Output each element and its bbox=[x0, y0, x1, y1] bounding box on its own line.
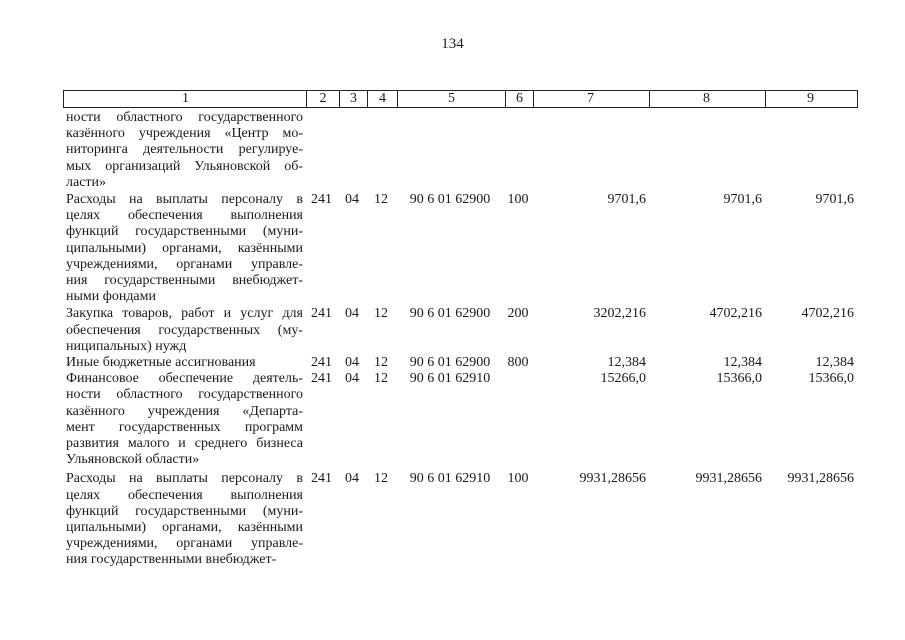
table-row bbox=[63, 371, 856, 468]
header-col-5: 5 bbox=[397, 91, 505, 107]
row-col-3: 04 bbox=[345, 306, 359, 322]
row-col-8: 4702,216 bbox=[709, 306, 762, 322]
description-line: ности областного государственного bbox=[66, 110, 303, 125]
description-line: ния государственными внебюджет- bbox=[66, 552, 277, 568]
description-line: ципальными) органами, казёнными bbox=[66, 240, 303, 256]
table-row bbox=[63, 471, 856, 568]
row-col-7: 9931,28656 bbox=[579, 471, 646, 487]
description-line: ласти» bbox=[66, 174, 107, 190]
row-col-5: 90 6 01 62910 bbox=[409, 471, 491, 487]
row-col-6 bbox=[504, 371, 532, 468]
row-col-8 bbox=[648, 110, 764, 191]
row-col-2 bbox=[305, 110, 338, 191]
row-col-9: 12,384 bbox=[815, 355, 854, 371]
row-col-3: 04 bbox=[345, 371, 359, 387]
row-col-9: 4702,216 bbox=[801, 306, 854, 322]
description-line: учреждениями, органами управле- bbox=[66, 536, 303, 552]
row-col-7: 9701,6 bbox=[607, 192, 646, 208]
row-col-4: 12 bbox=[374, 192, 388, 208]
header-col-4: 4 bbox=[367, 91, 397, 107]
row-col-8: 9931,28656 bbox=[695, 471, 762, 487]
description-line: казённого учреждения «Центр мо- bbox=[66, 126, 303, 142]
row-col-6: 100 bbox=[507, 192, 529, 208]
page-number: 134 bbox=[441, 36, 464, 52]
row-col-4: 12 bbox=[374, 355, 388, 371]
row-col-3 bbox=[338, 110, 366, 191]
description-line: мых организаций Ульяновской об- bbox=[66, 158, 303, 174]
description-line: Расходы на выплаты персоналу в bbox=[66, 471, 303, 487]
row-description bbox=[63, 355, 305, 371]
row-col-4 bbox=[366, 110, 396, 191]
row-description bbox=[63, 192, 305, 305]
row-description bbox=[63, 471, 305, 568]
row-col-4: 12 bbox=[374, 371, 388, 387]
row-col-2: 241 bbox=[311, 306, 332, 322]
row-col-4: 12 bbox=[374, 471, 388, 487]
description-line: Ульяновской области» bbox=[66, 452, 200, 468]
header-col-2: 2 bbox=[306, 91, 339, 107]
description-line: целях обеспечения выполнения bbox=[66, 208, 303, 224]
description-line: ния государственными внебюджет- bbox=[66, 273, 303, 289]
row-description bbox=[63, 371, 305, 468]
row-col-6 bbox=[504, 110, 532, 191]
description-line: Закупка товаров, работ и услуг для bbox=[66, 306, 303, 322]
table-row bbox=[63, 355, 856, 371]
row-col-6: 100 bbox=[507, 471, 529, 487]
row-col-5: 90 6 01 62900 bbox=[409, 355, 491, 371]
table-header-row bbox=[63, 90, 858, 108]
row-col-6: 200 bbox=[507, 306, 529, 322]
row-col-2: 241 bbox=[311, 371, 332, 387]
row-col-9: 9931,28656 bbox=[787, 471, 854, 487]
header-col-3: 3 bbox=[339, 91, 367, 107]
description-line: функций государственными (муни- bbox=[66, 503, 303, 519]
row-col-8: 15366,0 bbox=[716, 371, 762, 387]
table-body bbox=[63, 110, 856, 569]
description-line: Финансовое обеспечение деятель- bbox=[66, 371, 303, 387]
row-col-2: 241 bbox=[311, 471, 332, 487]
description-line: ниторинга деятельности регулируе- bbox=[66, 142, 303, 158]
row-col-3: 04 bbox=[345, 471, 359, 487]
row-description bbox=[63, 110, 305, 191]
description-line: Расходы на выплаты персоналу в bbox=[66, 192, 303, 208]
row-col-7: 15266,0 bbox=[600, 371, 646, 387]
row-col-3: 04 bbox=[345, 355, 359, 371]
row-col-5: 90 6 01 62910 bbox=[409, 371, 491, 387]
table-row bbox=[63, 306, 856, 355]
row-col-8: 9701,6 bbox=[723, 192, 762, 208]
description-line: ципальными) органами, казёнными bbox=[66, 520, 303, 536]
description-line: ными фондами bbox=[66, 289, 157, 305]
description-line: ниципальных) нужд bbox=[66, 338, 187, 354]
row-col-9: 15366,0 bbox=[808, 371, 854, 387]
description-line: учреждениями, органами управле- bbox=[66, 256, 303, 272]
row-description bbox=[63, 306, 305, 355]
row-col-5: 90 6 01 62900 bbox=[409, 192, 491, 208]
row-col-3: 04 bbox=[345, 192, 359, 208]
header-col-6: 6 bbox=[505, 91, 533, 107]
table-row bbox=[63, 110, 856, 191]
header-col-8: 8 bbox=[649, 91, 765, 107]
header-col-9: 9 bbox=[765, 91, 857, 107]
header-col-1: 1 bbox=[182, 91, 189, 106]
row-col-6: 800 bbox=[507, 355, 529, 371]
row-col-5 bbox=[396, 110, 504, 191]
description-line: целях обеспечения выполнения bbox=[66, 487, 303, 503]
row-col-7: 3202,216 bbox=[593, 306, 646, 322]
row-col-2: 241 bbox=[311, 355, 332, 371]
description-line: обеспечения государственных (му- bbox=[66, 322, 303, 338]
description-line: развития малого и среднего бизнеса bbox=[66, 436, 303, 452]
description-line: мент государственных программ bbox=[66, 419, 303, 435]
row-col-9 bbox=[764, 110, 856, 191]
table-row bbox=[63, 192, 856, 305]
description-line: казённого учреждения «Департа- bbox=[66, 403, 303, 419]
row-col-7 bbox=[532, 110, 648, 191]
row-col-2: 241 bbox=[311, 192, 332, 208]
row-col-9: 9701,6 bbox=[815, 192, 854, 208]
row-col-7: 12,384 bbox=[607, 355, 646, 371]
description-line: функций государственными (муни- bbox=[66, 224, 303, 240]
row-col-4: 12 bbox=[374, 306, 388, 322]
description-line: ности областного государственного bbox=[66, 387, 303, 403]
row-col-8: 12,384 bbox=[723, 355, 762, 371]
description-line: Иные бюджетные ассигнования bbox=[66, 355, 256, 371]
header-col-7: 7 bbox=[533, 91, 649, 107]
row-col-5: 90 6 01 62900 bbox=[409, 306, 491, 322]
